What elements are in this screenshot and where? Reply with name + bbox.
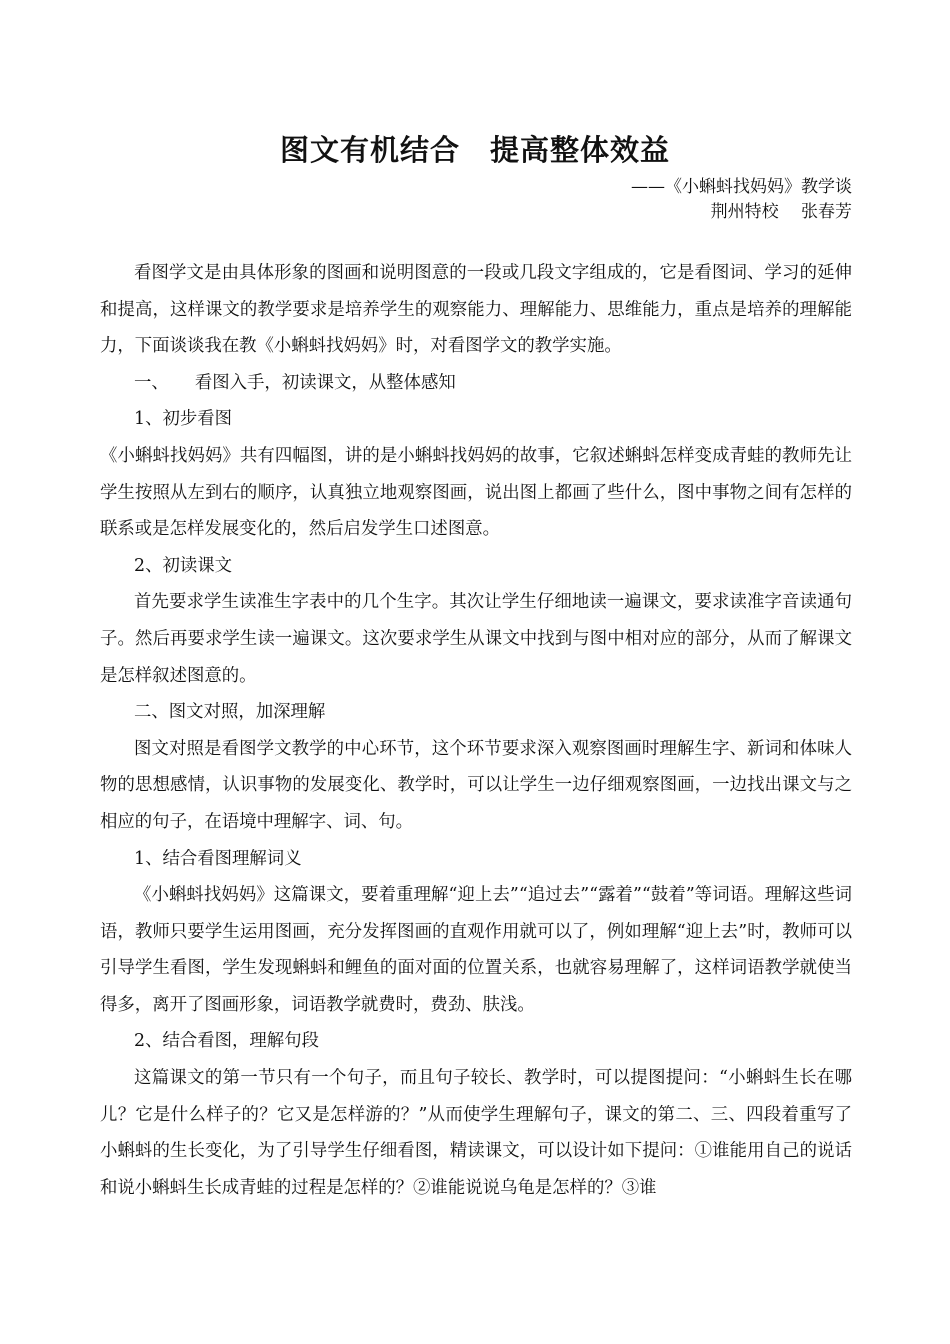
paragraph: 2、结合看图，理解句段	[134, 1031, 319, 1052]
document-title: 图文有机结合 提高整体效益	[279, 133, 670, 167]
paragraph: 一、 看图入手，初读课文，从整体感知	[134, 372, 456, 393]
document-author: 荆州特校 张春芳	[710, 202, 852, 222]
paragraph: 2、初读课文	[134, 555, 233, 576]
paragraph: 图文对照是看图学文教学的中心环节，这个环节要求深入观察图画时理解生字、新词和体味人物的思想感情，认识事物的发展变化、教学时，可以让学生一边仔细观察图画，一边找出课文与之相应的句子，在语境中理解字、词、句。	[100, 738, 852, 832]
document-subtitle: ——《小蝌蚪找妈妈》教学谈	[631, 177, 852, 197]
document-body	[100, 255, 852, 1206]
paragraph: 《小蝌蚪找妈妈》共有四幅图，讲的是小蝌蚪找妈妈的故事，它叙述蝌蚪怎样变成青蛙的教师先让学生按照从左到右的顺序，认真独立地观察图画，说出图上都画了些什么，图中事物之间有怎样的联系或是怎样发展变化的，然后启发学生口述图意。	[100, 445, 852, 540]
paragraph: 《小蝌蚪找妈妈》这篇课文，要着重理解“迎上去”“追过去”“露着”“鼓着”等词语。理解这些词语，教师只要学生运用图画，充分发挥图画的直观作用就可以了，例如理解“迎上去”时，教师可以引导学生看图，学生发现蝌蚪和鲤鱼的面对面的位置关系，也就容易理解了，这样词语教学就使当得多，离开了图画形象，词语教学就费时，费劲、肤浅。	[100, 885, 852, 1015]
paragraph: 这篇课文的第一节只有一个句子，而且句子较长、教学时，可以提图提问：“小蝌蚪生长在哪儿？它是什么样子的？它又是怎样游的？”从而使学生理解句子，课文的第二、三、四段着重写了小蝌蚪的生长变化，为了引导学生仔细看图，精读课文，可以设计如下提问：①谁能用自己的说话和说小蝌蚪生长成青蛙的过程是怎样的？②谁能说说乌龟是怎样的？③谁	[100, 1068, 852, 1198]
paragraph: 1、初步看图	[134, 409, 233, 430]
paragraph: 二、图文对照，加深理解	[134, 702, 326, 723]
paragraph: 看图学文是由具体形象的图画和说明图意的一段或几段文字组成的，它是看图词、学习的延伸和提高，这样课文的教学要求是培养学生的观察能力、理解能力、思维能力，重点是培养的理解能力，下面谈谈我在教《小蝌蚪找妈妈》时，对看图学文的教学实施。	[100, 263, 852, 357]
paragraph: 首先要求学生读准生字表中的几个生字。其次让学生仔细地读一遍课文，要求读准字音读通句子。然后再要求学生读一遍课文。这次要求学生从课文中找到与图中相对应的部分，从而了解课文是怎样叙述图意的。	[100, 592, 852, 686]
paragraph: 1、结合看图理解词义	[134, 848, 302, 869]
